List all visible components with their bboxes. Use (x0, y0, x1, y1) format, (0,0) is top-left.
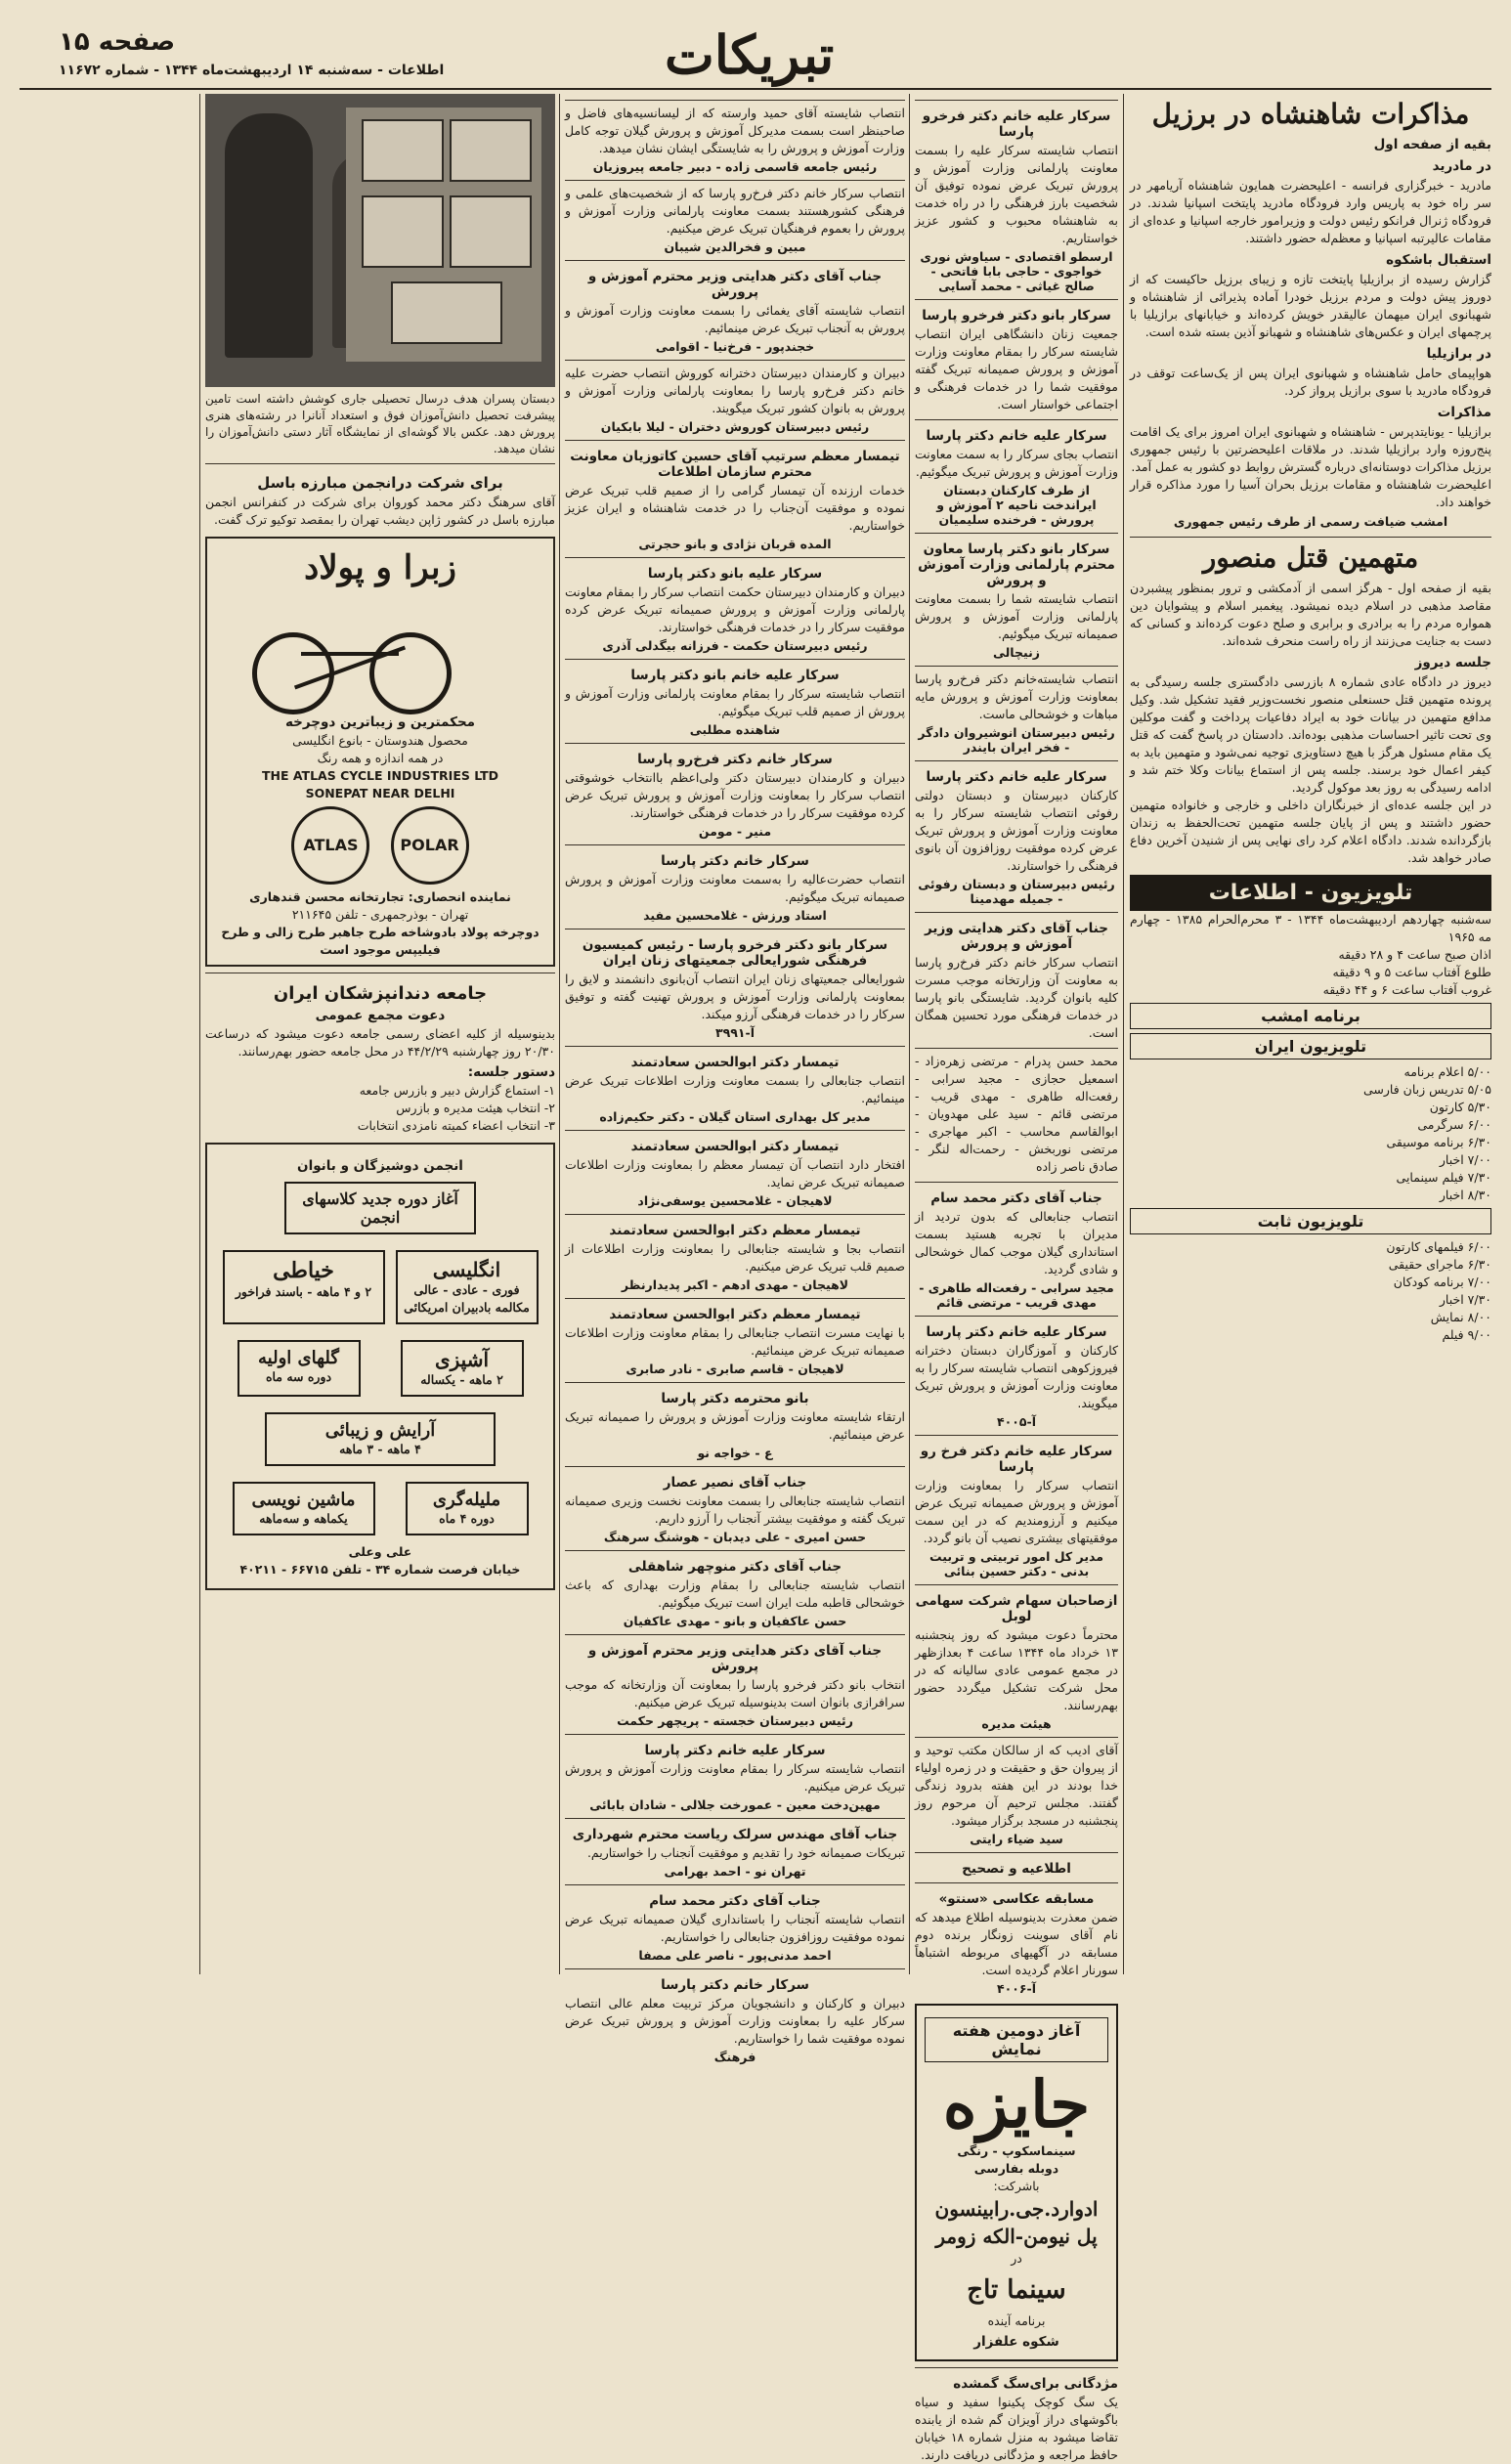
notice-body: انتصاب شایسته آقای حمید وارسته که از لیسانسیه‌های فاضل و صاحبنظر است بسمت مدیرکل آموزش و پرورش گیلان توجه کامل وزارت آموزش و پرورش را به شایستگی ایشان نشان میدهد. (565, 106, 905, 155)
congrats-notice (915, 1048, 1118, 1176)
notice-title: سرکار خانم دکتر پارسا (661, 1977, 809, 1993)
class-subtitle: یکماهه و سه‌ماهه (259, 1511, 348, 1526)
bicycle-ad (205, 537, 555, 967)
agent-address: تهران - بوذرجمهری - تلفن ۲۱۱۶۴۵ (291, 907, 469, 922)
schedule-item: ۷/۰۰ برنامه کودکان (1393, 1275, 1491, 1289)
notice-title: سرکار خانم دکتر پارسا (661, 853, 809, 869)
photo-caption: دبستان پسران هدف درسال تحصیلی جاری کوشش داشته است تامین پیشرفت تحصیل دانش‌آموزان فوق و استعداد آنانرا در رشته‌های هنری پرورش دهد. عکس بالا گوشه‌ای از نمایشگاه آثار دستی دانش‌آموزان را نشان میدهد. (205, 392, 555, 455)
manufacturer-name: THE ATLAS CYCLE INDUSTRIES LTD (261, 768, 499, 783)
schedule-item: ۶/۳۰ ماجرای حقیقی (1388, 1257, 1491, 1272)
schedule-item: ۸/۰۰ نمایش (1430, 1310, 1491, 1324)
notice-body: انتصاب شایسته سرکار علیه را بسمت معاونت پارلمانی وزارت آموزش و پرورش تبریک عرض نموده توفیق آن شخصیت بارز فرهنگی را در راه خدمت به شاهنشاه محبوب و کشور عزیز خواستاریم. (915, 143, 1118, 245)
page-number: صفحه ۱۵ (59, 27, 176, 57)
notice-body: انتصاب شایسته سرکار را بمقام معاونت پارلمانی وزارت آموزش و پرورش از صمیم قلب تبریک میگوئیم. (565, 686, 905, 718)
notice-title: جناب آقای دکتر هدایتی وزیر محترم آموزش و پرورش (587, 269, 883, 300)
congrats-notice (915, 299, 1118, 413)
manufacturer-city: SONEPAT NEAR DELHI (305, 786, 455, 800)
notice-title: اطلاعیه و تصحیح (962, 1861, 1071, 1877)
notice-title: جناب آقای دکتر منوچهر شاهقلی (627, 1559, 842, 1575)
paragraph: هواپیمای حامل شاهنشاه و شهبانوی ایران پس از یک‌ساعت توقف در فرودگاه مادرید با سوی برازیل پرواز کرد. (1130, 366, 1491, 398)
frame-shape (301, 652, 399, 656)
schedule-item: ۵/۰۰ اعلام برنامه (1403, 1064, 1491, 1079)
class-english (396, 1250, 539, 1324)
schedule-item: ۵/۳۰ کارتون (1429, 1100, 1491, 1114)
notice-signature: مدیر کل بهداری استان گیلان - دکتر حکیم‌زاده (599, 1109, 871, 1124)
notice-title: جناب آقای نصیر عصار (663, 1475, 807, 1491)
notice-body: انتصاب شایسته آقای یغمائی را بسمت معاونت وزارت آموزش و پرورش به آنجناب تبریک عرض مینمائیم. (565, 303, 905, 335)
school-address: خیابان فرصت شماره ۳۴ - تلفن ۶۶۷۱۵ - ۴۰۲۱۱ (239, 1562, 521, 1577)
notice-signature: منیر - مومن (698, 824, 772, 839)
congrats-notice (915, 100, 1118, 293)
prayer-time: اذان صبح ساعت ۴ و ۲۸ دقیقه (1338, 947, 1491, 962)
schedule-item: ۷/۳۰ اخبار (1439, 1292, 1491, 1307)
tv-schedule (1130, 1063, 1491, 1204)
section-title: تبریکات (665, 23, 835, 86)
notice-body: افتخار دارد انتصاب آن تیمسار معظم را بمعاونت وزارت اطلاعات صمیمانه تبریک عرض نماید. (565, 1157, 905, 1189)
signoff: امشب ضیافت رسمی از طرف رئیس جمهوری (1173, 514, 1448, 529)
cast-label: باشرکت: (993, 2179, 1040, 2193)
notice-title: سرکار علیه خانم دکتر پارسا (926, 428, 1107, 444)
congrats-notice (565, 743, 905, 839)
notice-signature: مهین‌دخت معین - عمورخت جلالی - شادان بابائی (589, 1797, 881, 1812)
congrats-notice (565, 659, 905, 737)
dental-body: بدینوسیله از کلیه اعضای رسمی جامعه دعوت میشود که درساعت ۲۰/۳۰ روز چهارشنبه ۴۴/۲/۲۹ در محل جامعه حضور بهم‌رسانند. (205, 1026, 555, 1059)
dental-notice (205, 973, 555, 1135)
paragraph: مادرید - خبرگزاری فرانسه - اعلیحضرت همایون شاهنشاه آریامهر در سر راه خود به پاریس وارد فرودگاه مادرید پایتخت اسپانیا شدند. در فرودگاه ژنرال فرانکو رئیس دولت و وزیرامور خارجه اسپانیا و عده‌ای از مقامات عالیرتبه اسپانیا و معظم‌له حضور داشتند. (1130, 178, 1491, 245)
class-title: ماشین نویسی (251, 1490, 356, 1510)
class-title: آشپزی (434, 1348, 490, 1371)
photo-frame (391, 281, 502, 344)
film-format: سینماسکوپ - رنگی (957, 2143, 1076, 2158)
notice-title: سرکار علیه بانو دکتر پارسا (647, 566, 823, 582)
class-note: مکالمه بادبیران امریکائی (404, 1300, 530, 1315)
notice-body: انتصاب بجای سرکار را به سمت معاونت وزارت آموزش و پرورش تبریک میگوئیم. (915, 447, 1118, 479)
column-rule (559, 94, 560, 1974)
notice-body: خدمات ارزنده آن تیمسار گرامی را از صمیم قلب تبریک عرض نموده و موفقیت آن‌جناب را در خدمت شاهنشاه و ایران عزیز خواستاریم. (565, 483, 905, 533)
dental-title: جامعه دندانپزشکان ایران (273, 983, 488, 1004)
notice-body: تبریکات صمیمانه خود را تقدیم و موفقیت آنجناب را خواستاریم. (586, 1845, 905, 1860)
congrats-notice (915, 1435, 1118, 1578)
notice-body: انتصاب سرکار خانم دکتر فرخ‌رو پارسا که از شخصیت‌های علمی و فرهنگی کشورهستند بسمت معاونت پارلمانی وزارت آموزش و پرورش را بعموم فرهنگیان تبریک عرض میکنیم. (565, 186, 905, 236)
notice-title: تیمسار معظم دکتر ابوالحسن سعادتمند (609, 1307, 861, 1322)
congrats-notice (915, 912, 1118, 1042)
notice-title: سرکار علیه خانم دکتر فرخ رو پارسا (920, 1444, 1113, 1475)
newspaper-page (20, 20, 1491, 2462)
bicycle-sizes: در همه اندازه و همه رنگ (317, 751, 444, 765)
headline-mansour-trial: متهمین قتل منصور (1130, 537, 1491, 574)
class-sewing (223, 1250, 385, 1324)
congrats-notice (915, 1584, 1118, 1731)
notice-title: سرکار بانو دکتر فرخرو پارسا (922, 308, 1111, 324)
notice-body: ضمن معذرت بدینوسیله اطلاع میدهد که نام آقای سوینت زونگار برنده دوم مسابقه در آگهیهای مربوطه اشتباهاً سورنار اعلام گردیده است. (915, 1910, 1118, 1977)
notice-body: انتصاب شایسته آنجناب را باستانداری گیلان صمیمانه تبریک عرض نموده موفقیت روزافزون جنابعالی را خواستاریم. (565, 1912, 905, 1944)
class-cooking (401, 1340, 524, 1397)
class-subtitle: فوری - عادی - عالی (413, 1282, 520, 1297)
notice-title: سرکار علیه خانم دکتر پارسا (926, 1324, 1107, 1340)
notice-title: سرکار علیه خانم دکتر پارسا (644, 1743, 826, 1758)
bicycle-origin: محصول هندوستان - بانوع انگلیسی (292, 733, 468, 748)
class-title: خیاطی (273, 1258, 334, 1283)
photo-frame (450, 195, 532, 268)
notice-body: دبیران و کارمندان دبیرستان دخترانه کوروش انتصاب حضرت علیه خانم دکتر فرخ‌رو پارسا را بمعاونت پارلمانی وزارت آموزش و پرورش به بانوان کشور تبریک میگویند. (565, 366, 905, 415)
agenda-item: ۳- انتخاب اعضاء کمیته نامزدی انتخابات (357, 1118, 555, 1133)
notice-signature: ع - خواجه نو (697, 1446, 773, 1460)
schedule-item: ۶/۰۰ فیلمهای کارتون (1386, 1239, 1491, 1254)
class-subtitle: ۲ ماهه - یکساله (420, 1372, 503, 1387)
notice-list (915, 100, 1118, 1996)
notice-title: مسابقه عکاسی «سنتو» (938, 1891, 1095, 1907)
notice-signature: هیئت مدیره (981, 1716, 1052, 1731)
subhead-madrid: در مادرید (1432, 158, 1491, 174)
notice-body: انتخاب بانو دکتر فرخرو پارسا را بمعاونت آن وزارتخانه که موجب سرافرازی بانوان است بدینوسیله تبریک عرض میکنیم. (565, 1677, 905, 1709)
notice-signature: ارسطو اقتصادی - سیاوش نوری خواجوی - حاجی بابا فاتحی - صالح غیاثی - محمد آسایی (920, 249, 1113, 293)
notice-body: انتصاب شایسته جنابعالی را بمقام وزارت بهداری که باعث خوشحالی قاطبه ملت ایران است تبریک میگوئیم. (565, 1578, 905, 1610)
notice-body: کارکنان دبیرستان و دبستان دولتی رفوئی انتصاب شایسته سرکار را به معاونت وزارت آموزش و پرورش تبریک عرض کرده موفقیت روزافزون آن بانوی فرهنگی را خواستارند. (915, 788, 1118, 873)
tv-date: سه‌شنبه چهاردهم اردیبهشت‌ماه ۱۳۴۴ - ۳ محرم‌الحرام ۱۳۸۵ - چهارم مه ۱۹۶۵ (1130, 912, 1491, 944)
next-program-label: برنامه آینده (987, 2313, 1046, 2328)
bicycle-icon (213, 593, 547, 711)
notice-signature: مدیر کل امور تربیتی و تربیت بدنی - دکتر حسین بنائی (929, 1549, 1103, 1578)
paragraph: بقیه از صفحه اول - هرگز اسمی از آدمکشی و ترور بمنظور پیشبردن مقاصد مذهبی در اسلام دیده نمیشود. پیغمبر اسلام و پیشوایان دین همواره مردم را به برادری و برابری و صلح دعوت کرده‌اند و کسانی که دست به جنایت می‌زنند از راه راست منحرف شده‌اند. (1130, 581, 1491, 648)
congrats-notice (565, 360, 905, 434)
notice-title: تیمسار دکتر ابوالحسن سعادتمند (630, 1139, 840, 1154)
notice-signature: مجید سرابی - رفعت‌اله طاهری - مهدی قریب - مرتضی قائم (919, 1280, 1114, 1310)
congrats-notice (915, 1737, 1118, 1846)
exhibition-photo (205, 94, 555, 387)
photo-frame (362, 119, 444, 182)
schedule-item: ۹/۰۰ فیلم (1442, 1327, 1491, 1342)
association-name: انجمن دوشیزگان و بانوان (297, 1158, 463, 1174)
film-title: جایزه (942, 2066, 1091, 2142)
masthead (20, 20, 1491, 90)
notice-body: ارتقاء شایسته معاونت وزارت آموزش و پرورش را صمیمانه تبریک عرض مینمائیم. (565, 1409, 905, 1442)
notice-body: انتصاب سرکار خانم دکتر فرخ‌رو پارسا به معاونت آن وزارتخانه موجب مسرت کلیه بانوان گردید. شایستگی بانو پارسا در خدمات فرهنگی مورد تحسین همگان است. (915, 955, 1118, 1040)
issue-date: اطلاعات - سه‌شنبه ۱۴ اردیبهشت‌ماه ۱۳۴۴ - شماره ۱۱۶۷۲ (59, 63, 445, 78)
notice-signature: حسن عاکفیان و بانو - مهدی عاکفیان (623, 1614, 847, 1628)
next-program-title: شکوه علفزار (973, 2334, 1059, 2350)
subhead-yesterday-session: جلسه دیروز (1414, 655, 1491, 670)
notice-body: دبیران و کارمندان دبیرستان حکمت انتصاب سرکار را بمقام معاونت پارلمانی وزارت آموزش و پرورش صمیمانه تبریک عرض کرده موفقیت سرکار را در خدمات فرهنگی خواستارند. (565, 584, 905, 634)
class-typing (233, 1482, 375, 1535)
class-beauty (265, 1412, 496, 1466)
polar-logo-icon: POLAR (391, 806, 469, 885)
notice-body: انتصاب حضرت‌عالیه را به‌سمت معاونت وزارت آموزش و پرورش صمیمانه تبریک میگوئیم. (565, 872, 905, 904)
congrats-notice (915, 1316, 1118, 1429)
congrats-notice (565, 844, 905, 923)
schedule-item: ۶/۰۰ سرگرمی (1417, 1117, 1491, 1132)
congrats-notice (565, 557, 905, 653)
congrats-notice (565, 1634, 905, 1728)
notice-title: تیمسار معظم سرتیپ آقای حسین کاتوزیان معاونت محترم سازمان اطلاعات (570, 449, 900, 480)
notice-body: انتصاب بجا و شایسته جنابعالی را بمعاونت وزارت اطلاعات از صمیم قلب تبریک عرض میکنیم. (565, 1241, 905, 1274)
column-margin (20, 94, 195, 1974)
column-rule (909, 94, 910, 1974)
congrats-notice (565, 440, 905, 551)
schedule-item: ۸/۳۰ اخبار (1439, 1188, 1491, 1202)
film-dub: دوبله بفارسی (973, 2161, 1059, 2176)
notice-title: سرکار علیه خانم دکتر فرخرو پارسا (922, 108, 1111, 140)
class-title: ملیله‌گری (432, 1490, 501, 1510)
notice-signature: شاهنده مطلبی (689, 722, 781, 737)
congrats-notice (565, 100, 905, 174)
brand-logos (213, 802, 547, 888)
notice-signature: آ-۴۰۰۵ (996, 1414, 1036, 1429)
notice-signature: مبین و فخرالدین شیبان (664, 239, 806, 254)
class-subtitle: دوره ۴ ماه (439, 1511, 495, 1526)
agenda-item: ۱- استماع گزارش دبیر و بازرس جامعه (359, 1083, 555, 1098)
notice-body: جمعیت زنان دانشگاهی ایران انتصاب شایسته سرکار را بمقام معاونت وزارت آموزش و پرورش صمیمانه تبریک گفته موفقیت شما را در خدمات فرهنگی و اجتماعی خواستار است. (915, 326, 1118, 411)
lost-dog-notice (915, 2367, 1118, 2464)
column-congratulations-2 (565, 94, 905, 2064)
lost-dog-body: یک سگ کوچک پکینوا سفید و سیاه باگوشهای دراز آویزان گم شده از یابنده تقاضا میشود به منزل شماره ۱۸ خیابان حافظ مراجعه و مژدگانی دریافت دارند. (915, 2395, 1119, 2462)
notice-list (565, 100, 905, 2064)
sole-agent: نماینده انحصاری: تجارتخانه محسن قندهاری (249, 889, 511, 904)
notice-signature: از طرف کارکنان دبستان ایراندخت ناحیه ۲ آموزش و پرورش - فرخنده سلیمیان (936, 483, 1097, 527)
paragraph: برازیلیا - یونایتدپرس - شاهنشاه و شهبانوی ایران امروز برای یک اقامت پنج‌روزه وارد برازیلیا شدند. در ملاقات اعلیحضرتین با رئیس جمهوری برزیل مذاکرات دوستانه‌ای درباره گسترش روابط دو کشور به عمل آمد. (1130, 424, 1491, 474)
paragraph: گزارش رسیده از برازیلیا پایتخت تازه و زیبای برزیل حاکیست که از دوروز پیش دولت و مردم برزیل خودرا آماده پذیرائی از شاهنشاه و شهبانوی ایران میهمان عالیقدر خویش کرده‌اند و خیابانهای برازیلیا با پرچمهای ایران و عکس‌های شاهنشاه و شهبانو آذین بسته شده است. (1130, 272, 1491, 339)
masthead-info (59, 27, 444, 78)
cast-star-2: پل نیومن-الکه زومر (935, 2225, 1098, 2248)
headline-brazil: مذاکرات شاهنشاه در برزیل (1151, 98, 1470, 130)
continued-label: بقیه از صفحه اول (1373, 137, 1491, 152)
class-subtitle: ۲ و ۴ ماهه - باسند فراخور (235, 1284, 372, 1299)
congrats-notice (565, 1298, 905, 1376)
congrats-notice (565, 1818, 905, 1879)
column-rule (199, 94, 200, 1974)
congrats-notice (915, 533, 1118, 660)
notice-signature: خجندپور - فرخ‌نیا - اقوامی (655, 339, 815, 354)
notice-body: محترماً دعوت میشود که روز پنجشنبه ۱۳ خرداد ماه ۱۳۴۴ ساعت ۴ بعدازظهر در مجمع عمومی عادی سالیانه که در محل شرکت تشکیل میگردد حضور بهم‌رسانند. (915, 1627, 1118, 1712)
congrats-notice (915, 419, 1118, 527)
venue-label: در (1011, 2251, 1022, 2266)
notice-signature: رئیس دبیرستان انوشیروان دادگر - فخر ایران بایندر (918, 725, 1115, 755)
tv2-schedule (1130, 1238, 1491, 1344)
atlas-logo-icon: ATLAS (291, 806, 369, 885)
cast-star-1: ادوارد.جی.رابینسون (934, 2197, 1099, 2221)
notice-body: دبیران و کارکنان و دانشجویان مرکز تربیت معلم عالی انتصاب سرکار علیه را بمعاونت وزارت آموزش و پرورش تبریک عرض نموده موفقیت شما را خواستاریم. (565, 1996, 905, 2046)
photo-frame (450, 119, 532, 182)
tv-program-header: تلویزیون - اطلاعات (1130, 875, 1491, 911)
class-signs-row (217, 1242, 543, 1332)
dental-subtitle: دعوت مجمع عمومی (315, 1008, 446, 1023)
notice-body: محمد حسن پدرام - مرتضی زهره‌زاد - اسمعیل حجازی - مجید سرابی - رفعت‌اله طاهری - مهدی قریب - مرتضی قائم - سید علی مهدویان - ابوالقاسم محاسب - اکبر مهاجری - مرتضی نوربخش - رحمت‌اله لنگر - صادق ناصر زاده (915, 1054, 1118, 1174)
notice-body: انتصاب شایسته سرکار را بمقام معاونت وزارت آموزش و پرورش تبریک عرض میکنیم. (565, 1761, 905, 1794)
notice-body: انتصاب جنابعالی را بسمت معاونت وزارت اطلاعات تبریک عرض مینمائیم. (565, 1073, 905, 1105)
notice-title: سرکار بانو دکتر پارسا معاون محترم پارلمانی وزارت آموزش و پرورش (918, 541, 1115, 588)
notice-body: با نهایت مسرت انتصاب جنابعالی را بمقام معاونت وزارت اطلاعات صمیمانه تبریک عرض مینمائیم. (565, 1325, 905, 1358)
cinema-banner: آغاز دومین هفته نمایش (925, 2017, 1108, 2062)
congrats-notice (915, 1182, 1118, 1310)
paragraph: دیروز در دادگاه عادی شماره ۸ بازرسی دادگستری جلسه رسیدگی به پرونده متهمین قتل حسنعلی منصور نخست‌وزیر فقید تشکیل شد. وکیل مدافع متهمین در بیانات خود به ایراد دفاعیات پرداخت و گفت موکلین وی تحت تاثیر احساسات مذهبی بوده‌اند. دادستان در پاسخ گفت که قتل یک مقام مسئول هرگز با هیچ دستاویزی توجیه نمی‌شود و متهمین باید به کیفر اعمال خود برسند. جلسه پس از استماع بیانات وکلا ختم شد و ادامه رسیدگی به روز بعد موکول گردید. (1130, 674, 1491, 795)
notice-title: جناب آقای دکتر هدایتی وزیر محترم آموزش و پرورش (587, 1643, 883, 1674)
schedule-item: ۷/۳۰ فیلم سینمایی (1396, 1170, 1491, 1185)
bicycle-slogan: محکمترین و زیباترین دوچرخه (284, 714, 476, 730)
congrats-notice (565, 1968, 905, 2064)
notice-signature: رئیس دبیرستان کوروش دختران - لیلا بابکیان (600, 419, 870, 434)
class-flowers (237, 1340, 361, 1397)
class-lace (406, 1482, 529, 1535)
notice-body: انتصاب جنابعالی که بدون تردید از مدیران با تجربه هستید بسمت استانداری گیلان موجب کمال خوشحالی و شادی گردید. (915, 1209, 1118, 1276)
notice-signature: احمد مدنی‌پور - ناصر علی مصفا (638, 1948, 832, 1963)
notice-signature: حسن امیری - علی دیدبان - هوشنگ سرهنگ (603, 1530, 867, 1544)
basel-body: آقای سرهنگ دکتر محمد کوروان برای شرکت در کنفرانس انجمن مبارزه باسل در کشور ژاپن دیشب تهران را بمقصد توکیو ترک گفت. (205, 495, 555, 527)
notice-signature: لاهیجان - مهدی ادهم - اکبر پدیدارنظر (621, 1277, 849, 1292)
subhead-brasilia: در برازیلیا (1426, 346, 1491, 362)
schedule-item: ۷/۰۰ اخبار (1439, 1152, 1491, 1167)
notice-body: انتصاب شایسته جنابعالی را بسمت معاونت نخست وزیری صمیمانه تبریک گفته و موفقیت بیشتر آنجناب را آرزو داریم. (565, 1493, 905, 1526)
school-street: علی وعلی (348, 1544, 412, 1559)
notice-title: تیمسار دکتر ابوالحسن سعادتمند (630, 1055, 840, 1070)
congrats-notice (565, 1046, 905, 1124)
basel-notice (205, 463, 555, 529)
notice-title: جناب آقای دکتر محمد سام (930, 1190, 1102, 1206)
basel-title: برای شرکت درانجمن مبارزه باسل (257, 474, 503, 492)
congrats-notice (565, 1734, 905, 1812)
notice-title: سرکار بانو دکتر فرخرو پارسا - رئیس کمیسیون فرهنگی شورایعالی جمعیتهای زنان ایران (582, 937, 888, 969)
notice-body: دبیران و کارمندان دبیرستان دکتر ولی‌اعظم باانتخاب خوشوقتی انتصاب سرکار را بمعاونت وزارت آموزش و پرورش تبریک عرض کرده موفقیت سرکار را در خدمات فرهنگی خواستارند. (565, 770, 905, 820)
notice-body: انتصاب سرکار را بمعاونت وزارت آموزش و پرورش صمیمانه تبریک عرض میکنیم و آرزومندیم که در این سمت موفقیتهای بیشتری نصیب آن بانو گردد. (915, 1478, 1118, 1545)
notice-signature: سید ضیاء رایتی (970, 1832, 1063, 1846)
notice-signature: فرهنگ (713, 2050, 756, 2064)
notice-signature: المده قربان نژادی و بانو حجرتی (638, 537, 832, 551)
class-signs-row (217, 1474, 543, 1543)
column-brazil-news (1130, 94, 1491, 1974)
notice-body: آقای ادیب که از سالکان مکتب توحید و از پیروان حق و حقیقت و در زمره اولیاء خدا بودند در این هفته بدرود زندگی گفتند. مجلس ترحیم آن مرحوم روز پنجشنبه در مسجد برگزار میشود. (915, 1743, 1118, 1828)
congrats-notice (565, 1382, 905, 1460)
wheel-shape (369, 632, 452, 714)
congrats-notice (915, 1852, 1118, 1877)
schedule-item: ۶/۳۰ برنامه موسیقی (1386, 1135, 1491, 1149)
class-title: گلهای اولیه (258, 1348, 339, 1368)
notice-body: انتصاب شایسته‌خانم دکتر فرخ‌رو پارسا بمعاونت وزارت آموزش و پرورش مایه مباهات و خوشحالی ماست. (915, 671, 1118, 721)
congrats-notice (565, 1214, 905, 1292)
congrats-notice (915, 760, 1118, 906)
column-rule (1123, 94, 1124, 1974)
class-subtitle: دوره سه ماه (265, 1369, 332, 1384)
notice-body: کارکنان و آموزگاران دبستان دخترانه فیروزکوهی انتصاب شایسته سرکار را به معاونت وزارت آموزش و پرورش تبریک میگویند. (915, 1343, 1118, 1410)
paragraph: اعلیحضرت شاهنشاه و مقامات برزیل بحران آسیا را مورد مذاکره قرار خواهند داد. (1130, 477, 1491, 509)
notice-signature: استاد ورزش - غلامحسین مفید (643, 908, 827, 923)
notice-title: ازصاحبان سهام شرکت سهامی لوبل (915, 1593, 1118, 1624)
notice-title: سرکار خانم دکتر فرخ‌رو پارسا (637, 752, 833, 767)
agenda-item: ۲- انتخاب هیئت مدیره و بازرس (396, 1101, 555, 1115)
congrats-notice (915, 1882, 1118, 1996)
cinema-venue: سینما تاج (967, 2275, 1066, 2305)
schedule-item: ۵/۰۵ تدریس زبان فارسی (1363, 1082, 1491, 1097)
wheel-shape (252, 632, 334, 714)
notice-signature: رئیس دبیرستان و دبستان رفوئی - جمیله مهدمینا (918, 877, 1115, 906)
congrats-notice (565, 1550, 905, 1628)
congrats-notice (565, 1466, 905, 1544)
paragraph: در این جلسه عده‌ای از خبرنگاران داخلی و خارجی و خانواده متهمین حضور داشتند و پس از پایان جلسه متهمین تحت‌الحفظ به زندان بازگردانده شدند. دادگاه اعلام کرد رای نهایی پس از شنیدن آخرین دفاع صادر خواهد شد. (1130, 798, 1491, 865)
congrats-notice (565, 180, 905, 254)
column-congratulations-1 (915, 94, 1119, 2462)
congrats-notice (565, 929, 905, 1040)
photo-display-wall (346, 108, 541, 362)
congrats-notice (565, 1130, 905, 1208)
notice-signature: رئیس جامعه قاسمی زاده - دبیر جامعه پیروزیان (592, 159, 878, 174)
class-subtitle: ۴ ماهه - ۳ ماهه (339, 1442, 421, 1456)
notice-signature: لاهیجان - غلامحسین یوسفی‌نژاد (637, 1193, 833, 1208)
notice-signature: رئیس دبیرستان حکمت - فرزانه بیگدلی آذری (602, 638, 868, 653)
tonight-program-title: برنامه امشب (1130, 1003, 1491, 1029)
column-ads (205, 94, 555, 1974)
notice-signature: لاهیجان - قاسم صابری - نادر صابری (626, 1362, 844, 1376)
women-association-ad (205, 1143, 555, 1590)
tv-station-logo: تلویزیون ایران (1130, 1033, 1491, 1059)
notice-body: انتصاب شایسته شما را بسمت معاونت پارلمانی وزارت آموزش و پرورش صمیمانه تبریک میگوئیم. (915, 591, 1118, 641)
new-term-sign: آغاز دوره جدید کلاسهای انجمن (284, 1182, 476, 1234)
lost-dog-title: مژدگانی برای‌سگ گمشده (953, 2376, 1118, 2392)
notice-title: سرکار علیه خانم بانو دکتر پارسا (630, 668, 840, 683)
tv2-title: تلویزیون ثابت (1130, 1208, 1491, 1234)
bicycle-brand: زبرا و پولاد (304, 548, 456, 587)
photo-frame (362, 195, 444, 268)
bicycle-footer: دوچرخه پولاد بادوشاخه طرح جاهبر طرح زالی و طرح فیلیپس موجود است (221, 925, 540, 957)
notice-signature: زنیچالی (992, 645, 1041, 660)
prayer-times (1130, 946, 1491, 999)
congrats-notice (565, 260, 905, 354)
notice-title: بانو محترمه دکتر پارسا (661, 1391, 809, 1406)
notice-signature: تهران نو - احمد بهرامی (664, 1864, 806, 1879)
subhead-reception: استقبال باشکوه (1386, 252, 1491, 268)
notice-signature: آ-۴۰۰۶ (996, 1981, 1036, 1996)
class-title: آرایش و زیبائی (324, 1420, 436, 1441)
agenda-heading: دستور جلسه: (467, 1064, 555, 1080)
notice-title: جناب آقای دکتر محمد سام (649, 1893, 821, 1909)
notice-title: تیمسار معظم دکتر ابوالحسن سعادتمند (609, 1223, 861, 1238)
cinema-ad (915, 2004, 1118, 2361)
photo-figure (225, 113, 313, 358)
prayer-time: غروب آفتاب ساعت ۶ و ۴۴ دقیقه (1322, 982, 1491, 997)
notice-title: جناب آقای مهندس سرلک ریاست محترم شهرداری (572, 1827, 898, 1842)
prayer-time: طلوع آفتاب ساعت ۵ و ۹ دقیقه (1332, 965, 1491, 979)
congrats-notice (565, 1884, 905, 1963)
congrats-notice (915, 666, 1118, 755)
notice-body: شورایعالی جمعیتهای زنان ایران انتصاب آن‌بانوی دانشمند و لایق را بمعاونت پارلمانی وزارت آموزش و پرورش تهنیت گفته و توفیق سرکار را در خدمات فرهنگی آرزو میکند. (565, 972, 905, 1021)
subhead-talks: مذاکرات (1437, 405, 1491, 420)
notice-signature: رئیس دبیرستان خجسته - پریچهر حکمت (617, 1713, 853, 1728)
notice-signature: آ-۳۹۹۱ (714, 1025, 755, 1040)
notice-title: جناب آقای دکتر هدایتی وزیر آموزش و پرورش (925, 921, 1108, 952)
notice-title: سرکار علیه خانم دکتر پارسا (926, 769, 1107, 785)
class-signs-row (217, 1332, 543, 1405)
class-title: انگلیسی (432, 1258, 501, 1281)
